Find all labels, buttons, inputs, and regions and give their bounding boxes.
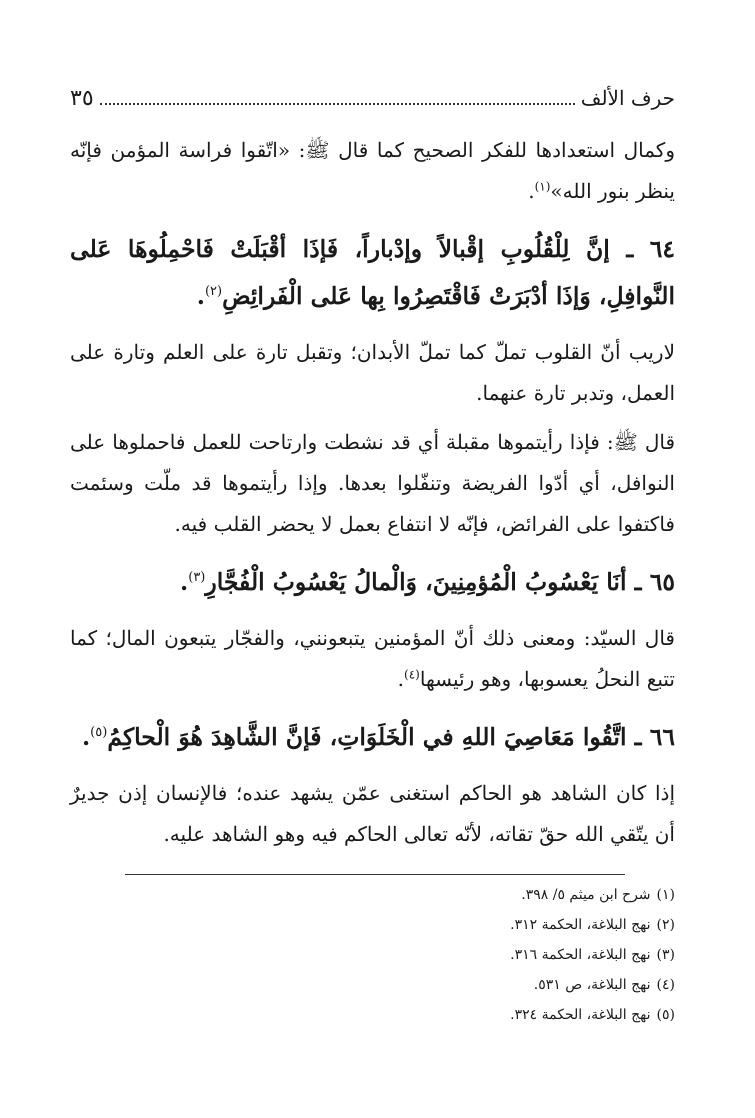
hadith-number-65: ٦٥ ـ [626, 568, 675, 596]
footnote-ref-4: (٤) [404, 667, 420, 682]
footnote-ref-2: (٢) [204, 284, 223, 300]
footnote-item [115, 880, 675, 910]
footnote-number: (٣) [656, 947, 675, 963]
page-body [70, 130, 675, 855]
footnotes [115, 880, 675, 1030]
footnote-number: (٤) [656, 977, 675, 993]
hadith-text-64: إنَّ لِلْقُلُوبِ إقْبالاً وإدْباراً، فَإذَا أقْبَلَتْ فَاحْمِلُوهَا عَلى النَّوافِلِ، وَإذَا أدْبَرَتْ فَاقْتَصِرُوا بِها عَلى الْفَرائِضِ [70, 235, 675, 310]
footnote-number: (٢) [656, 917, 675, 933]
hadith-66 [70, 714, 675, 761]
intro-paragraph [70, 130, 675, 212]
commentary-65 [70, 618, 675, 700]
footnote-ref-1: (١) [534, 179, 551, 194]
footnote-ref-3: (٣) [188, 570, 206, 586]
commentary-text-65: قال السيّد: ومعنى ذلك أنّ المؤمنين يتبعونني، والفجّار يتبعون المال؛ كما تتبع النحلُ يعسوبها، وهو رئيسها [70, 626, 675, 691]
chapter-title: حرف الألف [580, 86, 675, 110]
footnote-item [115, 970, 675, 1000]
hadith-65 [70, 559, 675, 606]
hadith-number-64: ٦٤ ـ [609, 235, 675, 263]
hadith-number-66: ٦٦ ـ [626, 723, 675, 751]
intro-text: وكمال استعدادها للفكر الصحيح كما قال ﷺ: «اتّقوا فراسة المؤمن فإنّه ينظر بنور الله» [70, 138, 675, 203]
footnote-text: نهج البلاغة، الحكمة ٣١٦. [510, 947, 651, 963]
hadith-end-65: . [180, 568, 189, 596]
running-header [70, 86, 675, 116]
hadith-end-64: . [196, 282, 205, 310]
footnote-number: (١) [656, 887, 675, 903]
footnote-text: شرح ابن ميثم ٥/ ٣٩٨. [521, 887, 651, 903]
footnote-text: نهج البلاغة، الحكمة ٣٢٤. [510, 1007, 651, 1023]
commentary-64b: قال ﷺ: فإذا رأيتموها مقبلة أي قد نشطت وارتاحت للعمل فاحملوها على النوافل، أي أدّوا الفريضة وتنفّلوا بعدها. وإذا رأيتموها قد ملّت وسئمت فاكتفوا على الفرائض، فإنّه لا انتفاع بعمل لا يحضر القلب فيه. [70, 430, 675, 536]
hadith-end-66: . [81, 723, 91, 751]
dotted-leader [100, 103, 575, 105]
footnote-item [115, 910, 675, 940]
footnote-item [115, 940, 675, 970]
footnote-ref-5: (٥) [90, 725, 108, 741]
commentary-end-65: . [397, 667, 405, 691]
footnote-text: نهج البلاغة، الحكمة ٣١٢. [510, 917, 651, 933]
footnote-item [115, 1000, 675, 1030]
commentary-66: إذا كان الشاهد هو الحاكم استغنى عمّن يشهد عنده؛ فالإنسان إذن جديرٌ أن يتّقي الله حقّ تقاته، لأنّه تعالى الحاكم فيه وهو الشاهد عليه. [70, 781, 675, 846]
footnote-separator [125, 874, 625, 875]
footnote-text: نهج البلاغة، ص ٥٣١. [533, 977, 651, 993]
page-number: ٣٥ [70, 86, 94, 111]
hadith-64 [70, 226, 675, 320]
commentary-64a: لاريب أنّ القلوب تملّ كما تملّ الأبدان؛ وتقبل تارة على العلم وتارة على العمل، وتدبر تارة عنهما. [70, 340, 675, 405]
hadith-text-65: أنَا يَعْسُوبُ الْمُؤمِنِينَ، وَالْمالُ يَعْسُوبُ الْفُجَّارِ [205, 568, 627, 596]
hadith-text-66: اتَّقُوا مَعَاصِيَ اللهِ في الْخَلَوَاتِ، فَإنَّ الشَّاهِدَ هُوَ الْحاكِمُ [107, 723, 627, 751]
intro-end: . [528, 179, 535, 203]
footnote-number: (٥) [656, 1007, 675, 1023]
